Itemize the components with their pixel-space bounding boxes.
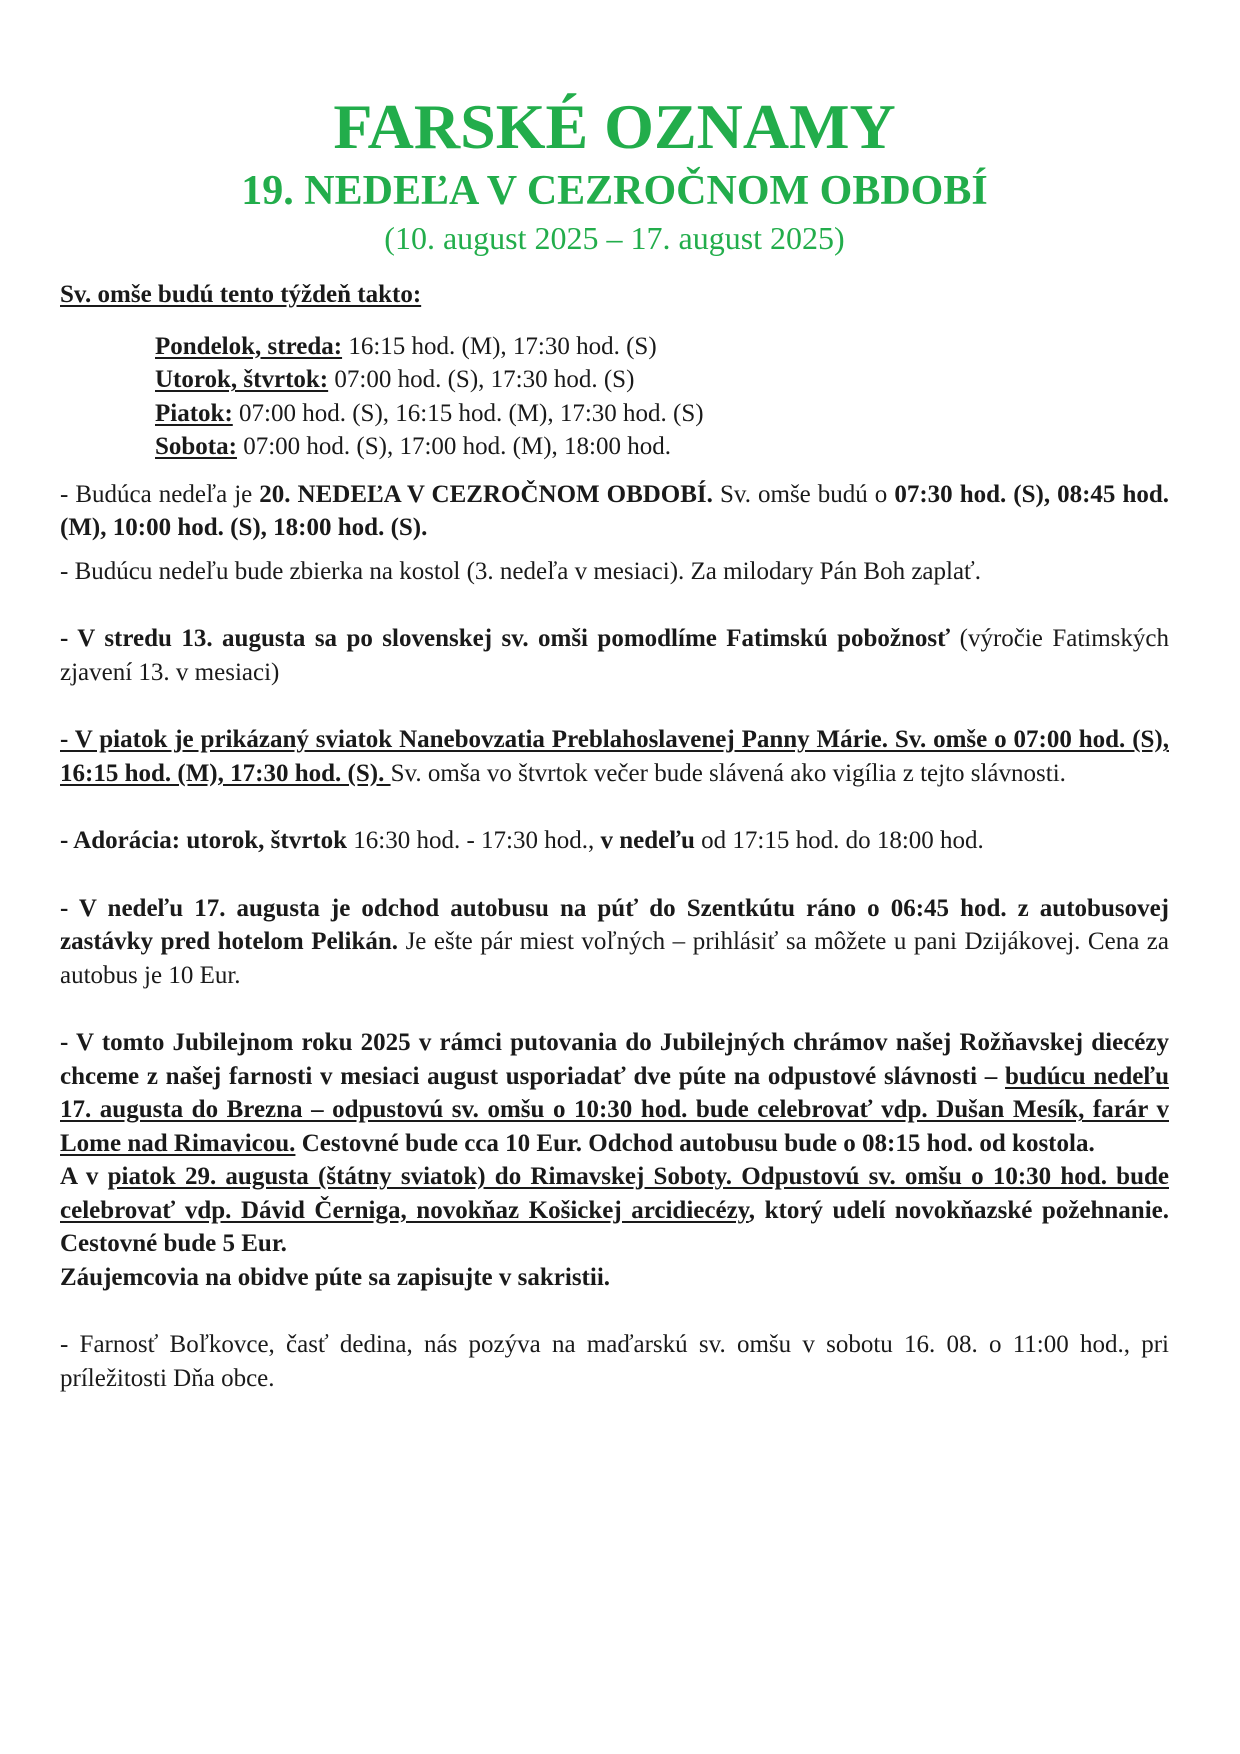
text-run: Sv. omša vo štvrtok večer bude slávená ako vigília z tejto slávnosti. bbox=[390, 759, 1066, 787]
text-run: - Adorácia: utorok, štvrtok bbox=[60, 827, 348, 854]
schedule-day: Pondelok, streda: bbox=[155, 332, 343, 360]
schedule-row bbox=[155, 363, 1169, 397]
schedule-times: 07:00 hod. (S), 17:00 hod. (M), 18:00 hod. bbox=[236, 433, 671, 460]
schedule-times: 16:15 hod. (M), 17:30 hod. (S) bbox=[342, 332, 657, 360]
text-run: - V nedeľu 17. augusta je odchod autobusu na púť do Szentkútu ráno o 06:45 hod. z autobusovej zastávky pred hotelom Pelikán. bbox=[60, 894, 1169, 955]
schedule-heading: Sv. omše budú tento týždeň takto: bbox=[60, 281, 422, 308]
schedule-day: Utorok, štvrtok: bbox=[155, 366, 329, 393]
page-title: FARSKÉ OZNAMY bbox=[333, 91, 896, 162]
text-run: (výročie Fatimských zjavení 13. v mesiaci) bbox=[60, 625, 1169, 686]
schedule-row bbox=[155, 330, 1169, 364]
announcement-assumption bbox=[60, 723, 1169, 790]
page-subtitle: 19. NEDEĽA V CEZROČNOM OBDOBÍ bbox=[241, 168, 988, 214]
text-run: A v bbox=[60, 1163, 108, 1190]
text-run: budúcu nedeľu 17. augusta do Brezna – odpustovú sv. omšu o 10:30 hod. bude celebrovať vdp. Dušan Mesík, farár v Lome nad Rimavicou. bbox=[60, 1062, 1169, 1157]
text-run: - V stredu 13. augusta sa po slovenskej sv. omši pomodlíme Fatimskú pobožnosť bbox=[60, 625, 951, 652]
date-range: (10. august 2025 – 17. august 2025) bbox=[384, 220, 845, 256]
announcement-jubilee-pilgrimages bbox=[60, 1026, 1169, 1294]
text-run: - Budúca nedeľa je bbox=[60, 480, 260, 508]
text-run: - V piatok je prikázaný sviatok Nanebovzatia Preblahoslavenej Panny Márie. Sv. omše o 07:00 hod. (S), 16:15 hod. (M), 17:30 hod. (S). bbox=[60, 726, 1169, 787]
announcement-next-sunday bbox=[60, 478, 1169, 545]
text-run: 07:30 hod. (S), 08:45 hod. (M), 10:00 hod. (S), 18:00 hod. (S). bbox=[60, 480, 1170, 541]
announcement-fatima bbox=[60, 622, 1169, 689]
text-run: 20. NEDEĽA V CEZROČNOM OBDOBÍ. bbox=[259, 480, 713, 508]
mass-schedule bbox=[60, 330, 1169, 464]
text-run: od 17:15 hod. do 18:00 hod. bbox=[694, 827, 984, 854]
text-run: v nedeľu bbox=[600, 827, 695, 854]
schedule-row bbox=[155, 430, 1169, 464]
schedule-times: 07:00 hod. (S), 16:15 hod. (M), 17:30 hod. (S) bbox=[232, 399, 704, 427]
announcement-bolkovce: - Farnosť Boľkovce, časť dedina, nás pozýva na maďarskú sv. omšu v sobotu 16. 08. o 11:00 hod., pri príležitosti Dňa obce. bbox=[60, 1331, 1169, 1392]
schedule-day: Sobota: bbox=[155, 433, 237, 460]
schedule-day: Piatok: bbox=[155, 399, 233, 427]
text-run: - V tomto Jubilejnom roku 2025 v rámci putovania do Jubilejných chrámov našej Rožňavskej diecézy chceme z našej farnosti v mesiaci august usporiadať dve púte na odpustové slávnosti – bbox=[60, 1029, 1169, 1090]
announcement-adoration bbox=[60, 824, 1169, 858]
text-run: 16:30 hod. - 17:30 hod., bbox=[347, 827, 601, 854]
announcement-pilgrimage-szentkut bbox=[60, 892, 1169, 993]
schedule-times: 07:00 hod. (S), 17:30 hod. (S) bbox=[328, 366, 635, 393]
announcement-collection: - Budúcu nedeľu bude zbierka na kostol (3. nedeľa v mesiaci). Za milodary Pán Boh zaplať. bbox=[60, 557, 981, 585]
schedule-row bbox=[155, 397, 1169, 431]
text-run: , ktorý udelí novokňazské požehnanie. Cestovné bude 5 Eur. bbox=[60, 1196, 1169, 1257]
text-run: Cestovné bude cca 10 Eur. Odchod autobusu bude o 08:15 hod. od kostola. bbox=[295, 1129, 1095, 1157]
text-run: piatok 29. augusta (štátny sviatok) do Rimavskej Soboty. Odpustovú sv. omšu o 10:30 hod. bude celebrovať vdp. Dávid Černiga, novokňaz Košickej arcidiecézy bbox=[60, 1163, 1169, 1224]
text-run: Záujemcovia na obidve púte sa zapisujte v sakristii. bbox=[60, 1263, 611, 1291]
text-run: Sv. omše budú o bbox=[712, 480, 895, 508]
text-run: Je ešte pár miest voľných – prihlásiť sa môžete u pani Dzijákovej. Cena za autobus je 10 Eur. bbox=[60, 928, 1169, 989]
